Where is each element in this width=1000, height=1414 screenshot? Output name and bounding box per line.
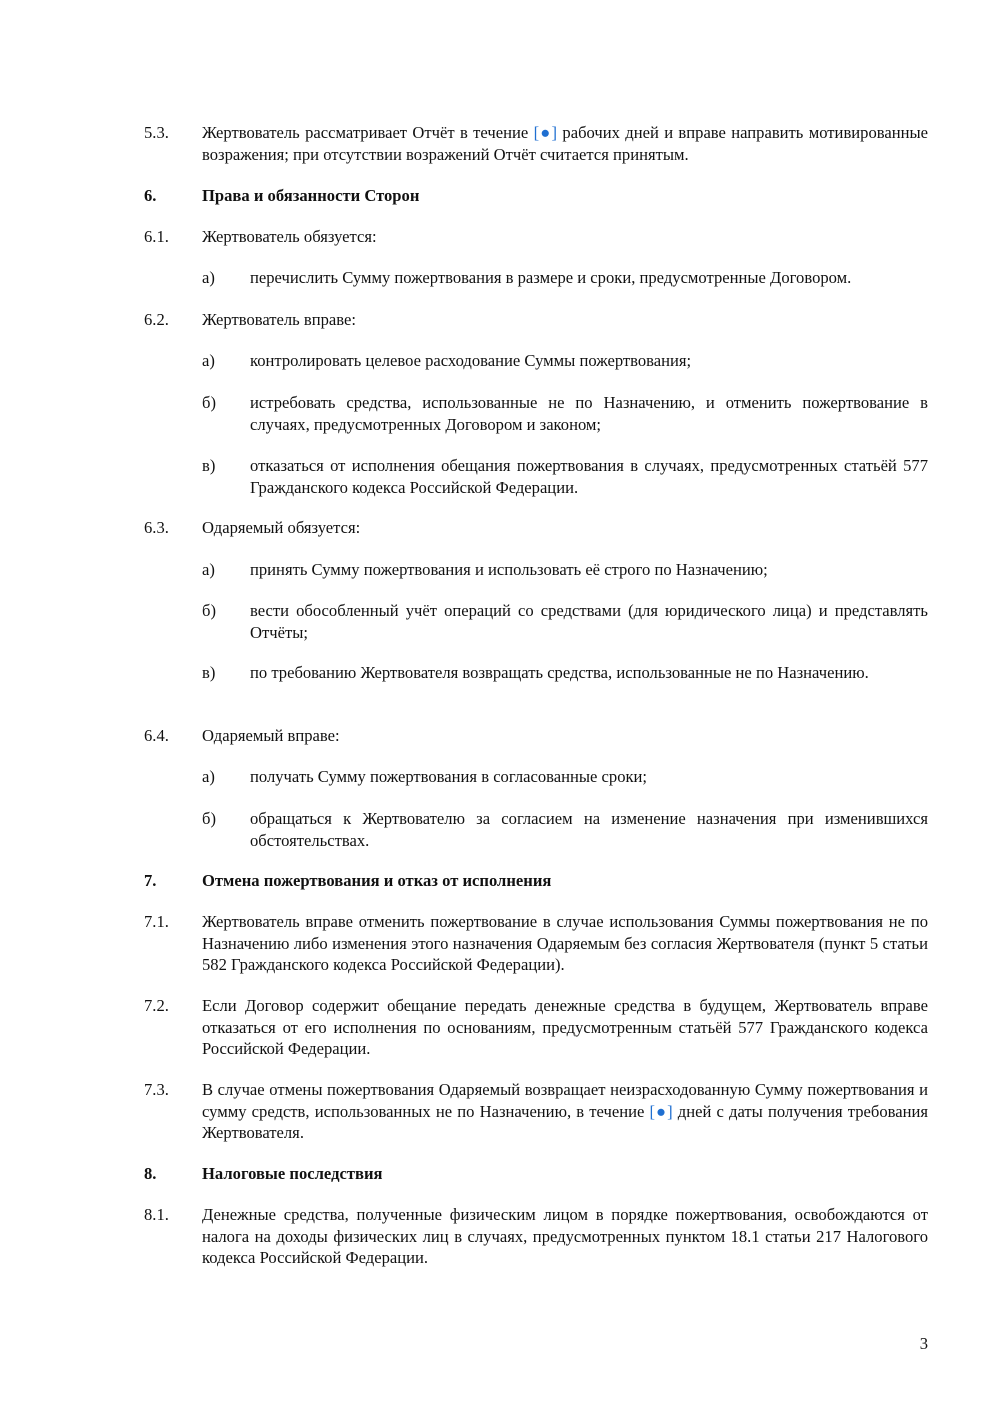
subclause-text: отказаться от исполнения обещания пожертвования в случаях, предусмотренных статьёй 577 Гражданского кодекса Российской Федерации. <box>250 456 928 497</box>
clause-text: В случае отмены пожертвования Одаряемый возвращает неизрасходованную Сумму пожертвования и сумму средств, использованных не по Назначению, в течение [●] дней с даты получения требования Жертвователя. <box>202 1080 928 1142</box>
subclause-letter: в) <box>202 663 216 682</box>
section-number: 6. <box>144 186 157 205</box>
placeholder-mark: [●] <box>533 123 558 142</box>
clause-text: Жертвователь обязуется: <box>202 227 377 246</box>
clause-number: 5.3. <box>144 123 169 142</box>
page-number: 3 <box>919 1334 928 1353</box>
clause-number: 7.1. <box>144 912 169 931</box>
clause-text: Одаряемый вправе: <box>202 726 340 745</box>
subclause-text: вести обособленный учёт операций со средствами (для юридического лица) и представлять Отчёты; <box>250 601 928 642</box>
subclause-text: по требованию Жертвователя возвращать средства, использованные не по Назначению. <box>250 663 869 682</box>
clause-text: Жертвователь вправе отменить пожертвование в случае использования Суммы пожертвования не по Назначению либо изменения этого назначения Одаряемым без согласия Жертвователя (пункт 5 статьи 582 Гражданского кодекса Российской Федерации). <box>202 912 928 974</box>
subclause-letter: б) <box>202 809 216 828</box>
subclause-text: контролировать целевое расходование Суммы пожертвования; <box>250 351 692 370</box>
clause-number: 8.1. <box>144 1205 169 1224</box>
section-title: Налоговые последствия <box>202 1164 383 1183</box>
subclause-text: перечислить Сумму пожертвования в размере и сроки, предусмотренные Договором. <box>250 268 852 287</box>
subclause-text: истребовать средства, использованные не по Назначению, и отменить пожертвование в случаях, предусмотренных Договором и законом; <box>250 393 928 434</box>
subclause-letter: б) <box>202 393 216 412</box>
clause-number: 6.2. <box>144 310 169 329</box>
section-title: Отмена пожертвования и отказ от исполнения <box>202 871 552 890</box>
clause-text: Денежные средства, полученные физическим лицом в порядке пожертвования, освобождаются от налога на доходы физических лиц в случаях, предусмотренных пунктом 18.1 статьи 217 Налогового кодекса Российской Федерации. <box>202 1205 928 1267</box>
subclause-letter: а) <box>202 268 215 287</box>
subclause-text: обращаться к Жертвователю за согласием на изменение назначения при изменившихся обстоятельствах. <box>250 809 928 850</box>
clause-text: Одаряемый обязуется: <box>202 518 361 537</box>
clause-text: Если Договор содержит обещание передать денежные средства в будущем, Жертвователь вправе отказаться от его исполнения по основаниям, предусмотренным статьёй 577 Гражданского кодекса Российской Федерации. <box>202 996 928 1058</box>
section-number: 7. <box>144 871 157 890</box>
clause-text: Жертвователь вправе: <box>202 310 356 329</box>
subclause-letter: б) <box>202 601 216 620</box>
subclause-text: принять Сумму пожертвования и использовать её строго по Назначению; <box>250 560 768 579</box>
subclause-letter: в) <box>202 456 216 475</box>
clause-number: 6.4. <box>144 726 169 745</box>
clause-number: 6.1. <box>144 227 169 246</box>
subclause-letter: а) <box>202 767 215 786</box>
section-title: Права и обязанности Сторон <box>202 186 420 205</box>
clause-number: 7.3. <box>144 1080 169 1099</box>
subclause-letter: а) <box>202 351 215 370</box>
subclause-letter: а) <box>202 560 215 579</box>
clause-text: Жертвователь рассматривает Отчёт в течение [●] рабочих дней и вправе направить мотивированные возражения; при отсутствии возражений Отчёт считается принятым. <box>202 123 929 164</box>
clause-number: 6.3. <box>144 518 169 537</box>
placeholder-mark: [●] <box>649 1101 673 1121</box>
subclause-text: получать Сумму пожертвования в согласованные сроки; <box>250 767 648 786</box>
section-number: 8. <box>144 1164 157 1183</box>
clause-number: 7.2. <box>144 996 169 1015</box>
